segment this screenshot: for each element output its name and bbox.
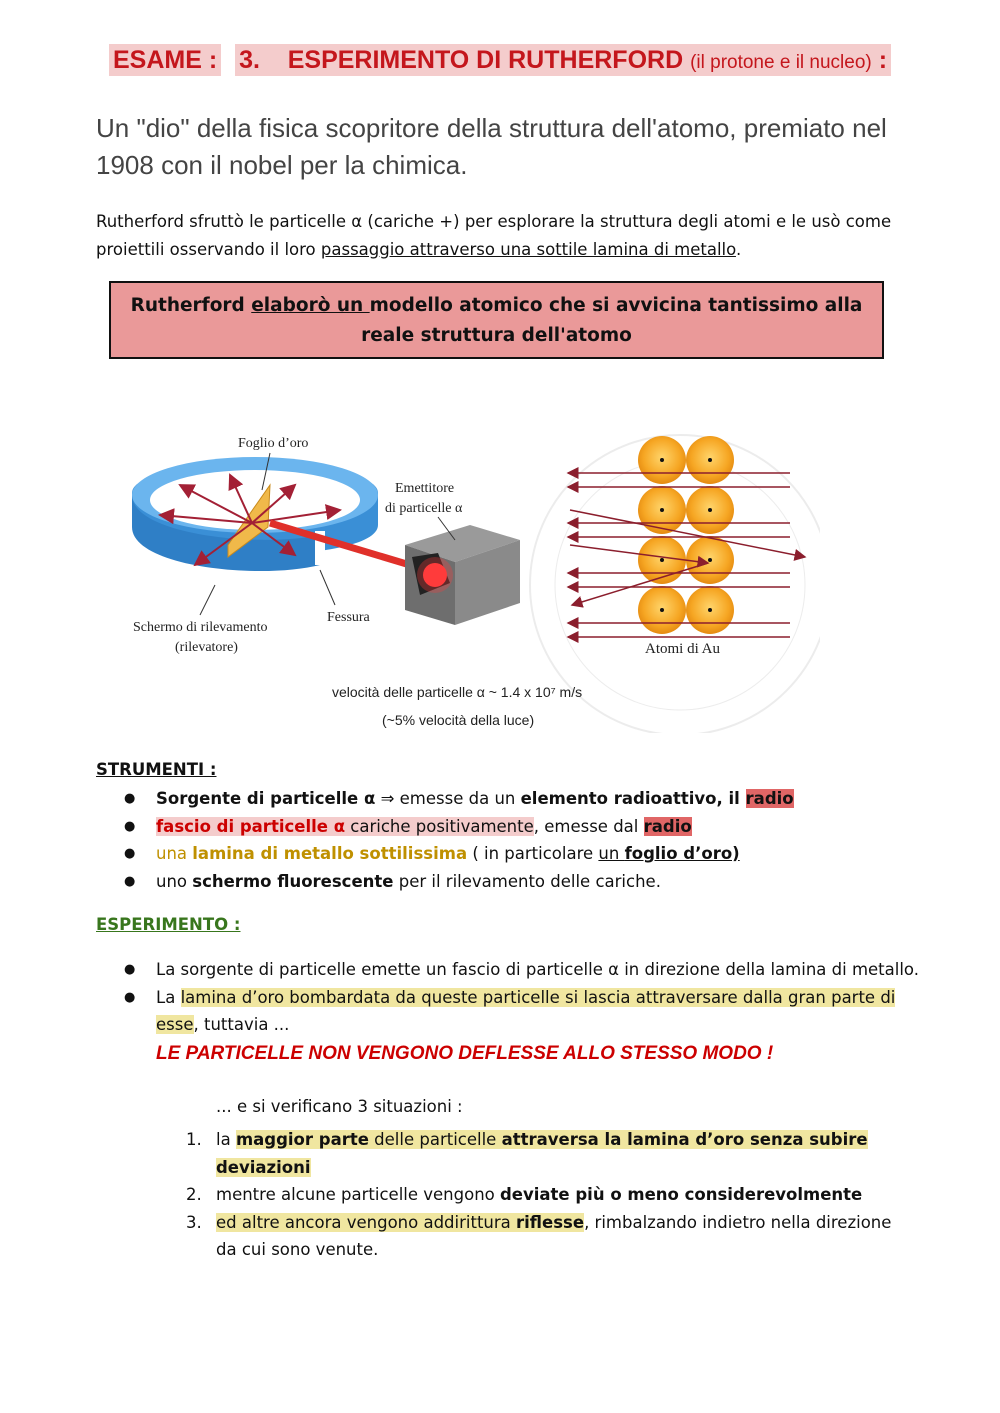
box-text-2: modello atomico che si avvicina tantissimo alla reale struttura dell'atomo <box>361 295 863 346</box>
list-item <box>96 868 926 896</box>
title-prefix: ESAME : <box>109 44 221 76</box>
label-screen-1: Schermo di rilevamento <box>133 620 268 635</box>
esperimento-heading <box>96 915 241 934</box>
item-underline: un <box>598 844 625 863</box>
leader-screen <box>200 585 215 615</box>
item-bold: attraversa la lamina d’oro senza subire deviazioni <box>216 1130 868 1177</box>
strumenti-heading: STRUMENTI : <box>96 760 217 779</box>
item-text: una <box>156 844 193 863</box>
label-screen-2: (rilevatore) <box>175 640 238 655</box>
list-item <box>96 840 926 868</box>
label-gold-foil: Foglio d’oro <box>238 436 309 451</box>
gold-atoms <box>638 436 734 634</box>
label-atoms: Atomi di Au <box>645 641 721 657</box>
label-slit: Fessura <box>327 610 370 625</box>
esperimento-label: ESPERIMENTO : <box>96 915 241 934</box>
item-gold: lamina di metallo sottilissima <box>192 844 468 863</box>
list-item <box>186 1126 906 1181</box>
alpha-emitter <box>405 525 520 625</box>
item-text: la <box>216 1130 236 1149</box>
item-pink: cariche positivamente <box>345 816 534 836</box>
item-text: , rimbalzando indietro nella direzione da cui sono venute. <box>216 1212 892 1259</box>
rutherford-diagram <box>120 415 820 733</box>
list-item <box>96 785 926 813</box>
item-bold: riflesse <box>516 1212 585 1232</box>
strumenti-list <box>96 785 926 895</box>
caption-speed: velocità delle particelle α ~ 1.4 x 10⁷ m/s <box>332 684 583 700</box>
item-bold: deviate più o meno considerevolmente <box>500 1185 863 1204</box>
leader-slit <box>320 570 335 605</box>
item-text: mentre alcune particelle vengono <box>216 1185 500 1204</box>
list-item <box>96 984 926 1039</box>
item-bold: Sorgente di particelle α <box>156 789 376 808</box>
item-number: 1. <box>186 1130 202 1149</box>
warning-text: LE PARTICELLE NON VENGONO DEFLESSE ALLO STESSO MODO ! <box>156 1042 774 1064</box>
esperimento-list <box>96 956 926 1069</box>
item-text: uno <box>156 871 193 891</box>
item-text: , tuttavia ... <box>193 1015 290 1034</box>
item-bold: maggior parte <box>235 1130 369 1149</box>
list-item <box>186 1181 906 1209</box>
item-text: ( in particolare <box>467 844 599 863</box>
title-main <box>235 44 891 76</box>
list-item: ● La sorgente di particelle emette un fascio di particelle α in direzione della lamina di metallo. <box>96 956 926 984</box>
box-underlined: elaborò un <box>251 295 370 316</box>
item-highlight: radio <box>745 789 794 808</box>
situations-lead: ... e si verificano 3 situazioni : <box>216 1097 463 1116</box>
item-bold: elemento radioattivo, il <box>520 789 746 808</box>
highlight-box <box>109 281 884 359</box>
item-text: , emesse dal <box>533 816 644 836</box>
item-highlight: radio <box>643 816 692 836</box>
item-text: ed altre ancora vengono addirittura <box>216 1212 517 1232</box>
caption-light: (~5% velocità della luce) <box>382 712 535 728</box>
title-number: 3. <box>239 46 260 74</box>
item-number: 3. <box>186 1212 202 1232</box>
item-underline: foglio d’oro) <box>624 844 740 863</box>
paragraph-text-1: Rutherford sfruttò le particelle α (cariche +) per esplorare la struttura degli atomi e le usò come proiettili osservando il loro <box>96 212 892 259</box>
page-title <box>0 46 1000 75</box>
item-text: per il rilevamento delle cariche. <box>393 871 661 891</box>
intro-paragraph <box>96 208 916 264</box>
paragraph-underlined: passaggio attraverso una sottile lamina di metallo <box>320 240 736 259</box>
list-item <box>96 813 926 841</box>
item-text: ⇒ emesse da un <box>375 789 521 808</box>
intro-text: Un "dio" della fisica scopritore della struttura dell'atomo, premiato nel 1908 con il nobel per la chimica. <box>96 113 887 180</box>
item-text: La <box>156 987 181 1007</box>
item-number: 2. <box>186 1185 202 1204</box>
box-text-1: Rutherford <box>130 295 252 316</box>
title-text: ESPERIMENTO DI RUTHERFORD <box>287 46 684 74</box>
situations-list <box>186 1126 906 1264</box>
label-emitter-2: di particelle α <box>385 501 463 516</box>
item-red: fascio di particelle α <box>156 816 346 836</box>
paragraph-text-2: . <box>735 240 742 259</box>
list-item <box>186 1209 906 1264</box>
title-subtitle: (il protone e il nucleo) <box>690 52 872 73</box>
item-highlight: lamina d’oro bombardata da queste particelle si lascia attraversare dalla gran parte di esse <box>156 987 896 1034</box>
item-text: delle particelle <box>368 1130 502 1149</box>
item-bold: schermo fluorescente <box>192 871 394 891</box>
label-emitter-1: Emettitore <box>395 481 455 496</box>
title-colon: : <box>878 46 888 74</box>
warning-line <box>96 1039 926 1069</box>
